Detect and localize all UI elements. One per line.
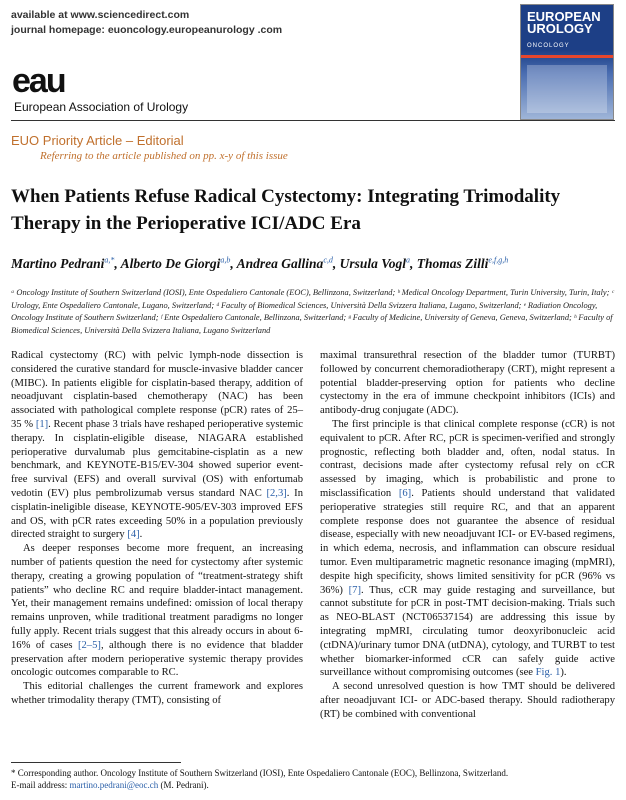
email-line: E-mail address: martino.pedrani@eoc.ch (M. Pedrani). [11, 780, 209, 790]
citation-link[interactable]: [4] [127, 529, 140, 541]
author[interactable]: Andrea Gallina$^{c,d}$, [236, 255, 340, 271]
cover-title: EUROPEAN UROLOGY [527, 9, 601, 36]
paragraph: The first principle is that clinical complete response (cCR) is not equivalent to pCR. After RC, pCR is specimen-verified and strongly prognostic, reflecting both bladder and, often, nodal status. In contrast, decisions made after cystectomy refusal rely on cCR assessed by imaging, which is probabilistic and prone to misclassification [6]. Patients should understand that validated perioperative strategies still require RC, and that an apparent complete response does not guarantee the absence of residual disease, especially with new neoadjuvant ICI- or EV-based regimens, in which edema, necrosis, and inflammation can obscure residual tumor. Even multiparametric magnetic resonance imaging (mpMRI), despite high specificity, shows limited sensitivity for pCR (96% vs 36%) [7]. Thus, cCR may guide restaging and surveillance, but cannot substitute for pCR in post-TMT decision-making. Trials such as NEO-BLAST (NCT06537154) are addressing this issue by integrating mpMRI, circulating tumor deoxyribonucleic acid (ctDNA)/urinary tumor DNA (utDNA), cytology, and TURBT to test whether biomarker-informed cCR can safely guide active surveillance without compromising outcomes (see Fig. 1). [320, 418, 615, 679]
citation-link[interactable]: [7] [348, 584, 362, 596]
citation-link[interactable]: [1] [35, 418, 49, 430]
article-title: When Patients Refuse Radical Cystectomy: Integrating Trimodality Therapy in the Perioperative ICI/ADC Era [11, 186, 561, 234]
association-name: European Association of Urology [14, 100, 189, 114]
body-right-column [320, 349, 615, 722]
author-list [11, 255, 508, 272]
body-left-column [11, 349, 303, 708]
author[interactable]: Martino Pedrani$^{a,*}$, [11, 255, 121, 271]
citation-link[interactable]: [6] [398, 487, 412, 499]
cover-subtitle: ONCOLOGY [527, 43, 570, 49]
journal-cover [520, 4, 614, 120]
paragraph: This editorial challenges the current framework and explores whether trimodality therapy (TMT), consisting of [11, 681, 303, 706]
footnote [11, 767, 615, 791]
corresponding-author: * Corresponding author. Oncology Institute of Southern Switzerland (IOSI), Ente Ospedaliero Cantonale (EOC), Bellinzona, Switzerland. [11, 768, 509, 778]
referring-note: Referring to the article published on pp. x-y of this issue [40, 150, 288, 162]
paragraph: A second unresolved question is how TMT should be delivered after neoadjuvant ICI- or ADC-based therapy. Should radiotherapy (RT) be combined with conventional [320, 681, 615, 720]
author[interactable]: Alberto De Giorgi$^{a,b}$, [120, 255, 237, 271]
citation-link[interactable]: [2–5] [77, 639, 101, 651]
paragraph: Radical cystectomy (RC) with pelvic lymph-node dissection is considered the curative standard for muscle-invasive bladder cancer (MIBC). In patients eligible for cisplatin-based therapy, addition of neoadjuvant cisplatin-based chemotherapy (NAC) has been associated with pathological complete response (pCR) rates of 25–35 % [1]. Recent phase 3 trials have reshaped perioperative systemic therapy. In cisplatin-eligible disease, NIAGARA established perioperative durvalumab plus gemcitabine-cisplatin as a new benchmark, and KEYNOTE-B15/EV-304 showed superior event-free survival (EFS) and overall survival (OS) with enfortumab vedotin (EV) plus pembrolizumab versus standard NAC [2,3]. In cisplatin-ineligible disease, KEYNOTE-905/EV-303 improved EFS and OS, with pCR rates exceeding 50% in a population previously directed straight to surgery [4]. [11, 350, 303, 541]
email-link[interactable]: martino.pedrani@eoc.ch [69, 780, 159, 790]
paragraph: As deeper responses become more frequent, an increasing number of patients question the need for cystectomy after systemic therapy, creating a growing population of “treatment-strategy shift patients” who decline RC and require bladder-intact management. Yet, their management remains undefined: omission of local therapy remains unproven, while traditional treatment paradigms no longer fully apply. Recent trials suggest that this already occurs in about 6-16% of cases [2–5], although there is no evidence that bladder preservation after modern perioperative systemic therapy provides oncologic outcomes comparable to RC. [11, 543, 303, 679]
footnote-divider [11, 762, 181, 763]
site-url[interactable]: available at www.sciencedirect.com [11, 9, 190, 21]
divider [11, 120, 615, 121]
citation-link[interactable]: [2,3] [266, 487, 287, 499]
journal-homepage[interactable]: journal homepage: euoncology.europeanurology .com [11, 24, 283, 36]
figure-link[interactable]: Fig. 1 [535, 667, 561, 679]
author[interactable]: Ursula Vogl$^a$, [339, 255, 417, 271]
article-type: EUO Priority Article – Editorial [11, 133, 184, 148]
author[interactable]: Thomas Zilli$^{e,f,g,h}$ [416, 255, 509, 271]
eau-logo: eau [12, 62, 65, 100]
affiliations: ᵃ Oncology Institute of Southern Switzerland (IOSI), Ente Ospedaliero Cantonale (EOC), Bellinzona, Switzerland; ᵇ Medical Oncology Department, Turin University, Turin, Italy; ᶜ Urology, Ente Ospedaliero Cantonale, Lugano, Switzerland; ᵈ Faculty of Biomedical Sciences, Università Della Svizzera Italiana, Lugano, Switzerland; ᵉ Radiation Oncology, Oncology Institute of Southern Switzerland; ᶠ Ente Ospedaliero Cantonale, Bellinzona, Switzerland; ᵍ Faculty of Medicine, University of Geneva, Geneva, Switzerland; ʰ Faculty of Biomedical Sciences, Università Della Svizzera Italiana, Lugano Switzerland [11, 288, 614, 335]
paragraph: maximal transurethral resection of the bladder tumor (TURBT) followed by concurrent chemoradiotherapy (CRT), might represent a potential bladder-preserving option for patients who decline cystectomy in the era of immune checkpoint inhibitors (ICIs) and antibody-drug conjugate (ADC). [320, 350, 615, 417]
